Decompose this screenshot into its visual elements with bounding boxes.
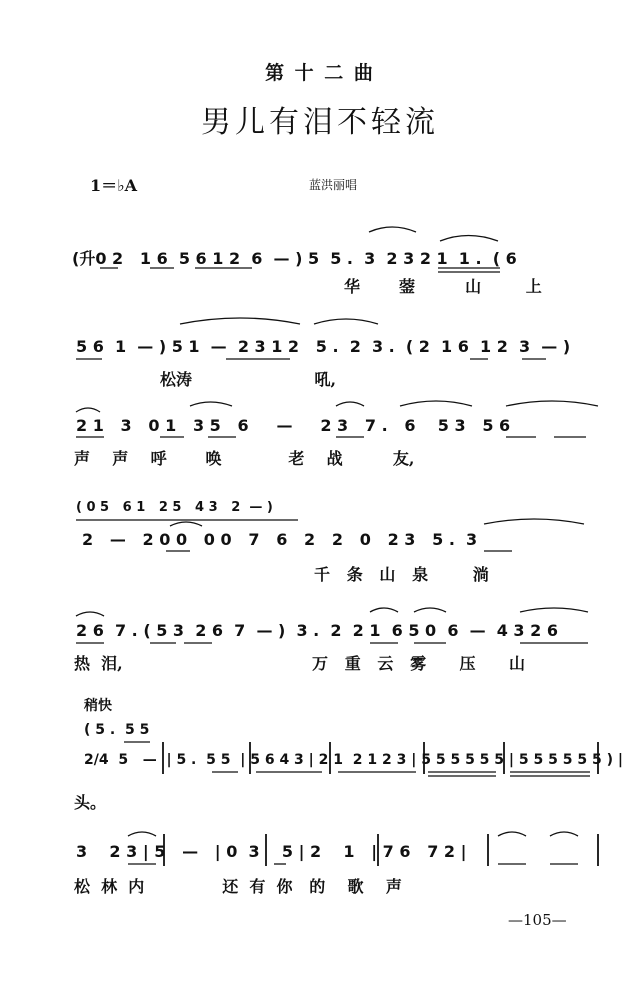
slur-mark xyxy=(550,832,578,836)
key-signature: 1＝♭A xyxy=(90,176,138,195)
slur-mark xyxy=(180,318,300,324)
notation-line-5: 2 6 7 . ( 5 3 2 6 7 — ) 3 . 2 2 1 6 5 0 6 — 4 3 2 6 xyxy=(76,621,558,640)
slur-mark xyxy=(128,832,156,836)
lyric-line-1: 华 蓥 山 上 xyxy=(344,277,542,296)
slur-mark xyxy=(370,608,398,612)
notation-line-1: (升0 2 1 6 5 6 1 2 6 — ) 5 5 . 3 2 3 2 1 1 . ( 6 xyxy=(72,249,517,268)
lyric-line-3: 声 声 呼 唤 老 战 友, xyxy=(74,449,415,468)
notation-line-6: 2/4 5 — | 5 . 5 5 | 5 6 4 3 | 2 1 2 1 2 3 | 5 5 5 5 5 5 | 5 5 5 5 5 5 ) | xyxy=(84,752,623,768)
slur-mark xyxy=(520,608,588,612)
slur-mark xyxy=(190,402,232,406)
slur-mark xyxy=(484,519,584,524)
notation-line-7: 3 2 3 | 5 — | 0 3 5 | 2 1 | 7 6 7 2 | xyxy=(76,842,467,861)
slur-mark xyxy=(369,227,416,232)
lyric-line-2: 松涛 吼, xyxy=(160,370,337,389)
notation-above-line-4: ( 0 5 6 1 2 5 4 3 2 — ) xyxy=(76,500,273,515)
slur-mark xyxy=(76,408,100,412)
lyric-line-6: 头。 xyxy=(74,793,107,812)
slur-mark xyxy=(336,402,364,406)
tempo-marking: 稍快 xyxy=(84,698,112,714)
notation-line-4: 2 — 2 0 0 0 0 7 6 2 2 0 2 3 5 . 3 xyxy=(82,530,478,549)
slur-mark xyxy=(506,401,598,406)
slur-mark xyxy=(440,236,498,242)
slur-mark xyxy=(76,612,104,616)
chapter-heading: 第 十 二 曲 xyxy=(265,62,375,84)
lyric-line-7: 松 林 内 还 有 你 的 歌 声 xyxy=(74,877,402,896)
notation-above-line-6: ( 5 . 5 5 xyxy=(84,722,150,738)
singer-credit: 蓝洪丽唱 xyxy=(309,178,358,192)
notation-line-2: 5 6 1 — ) 5 1 — 2 3 1 2 5 . 2 3 . ( 2 1 6 1 2 3 — ) xyxy=(76,337,571,356)
notation-line-3: 2 1 3 0 1 3 5 6 — 2 3 7 . 6 5 3 5 6 xyxy=(76,416,511,435)
slur-mark xyxy=(170,522,202,526)
lyric-line-5: 万 重 云 雾 压 山 xyxy=(312,654,525,673)
lyric-line-5-left: 热 泪, xyxy=(74,654,123,673)
page-number: —105— xyxy=(508,911,567,929)
song-title: 男儿有泪不轻流 xyxy=(201,105,439,140)
slur-mark xyxy=(400,401,472,406)
slur-mark xyxy=(498,832,526,836)
lyric-line-4: 千 条 山 泉 淌 xyxy=(314,565,489,584)
slur-mark xyxy=(314,319,378,324)
slur-mark xyxy=(414,608,446,612)
